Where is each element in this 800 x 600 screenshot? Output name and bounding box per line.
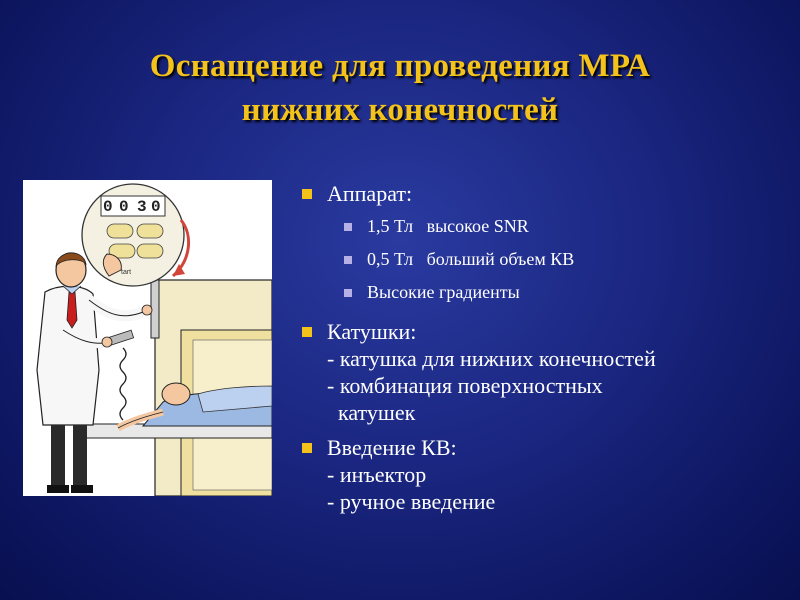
slide-title-line-2: нижних конечностей	[241, 92, 559, 128]
counter-digit-3: 3	[137, 198, 147, 216]
bullet-label: Введение КВ:	[327, 435, 457, 460]
square-bullet-icon	[302, 443, 312, 453]
bullet-line: - ручное введение	[327, 489, 496, 514]
bullet-coils	[300, 318, 790, 426]
square-bullet-icon	[344, 256, 352, 264]
sub-bullet	[300, 281, 790, 304]
bullet-line: - катушка для нижних конечностей	[327, 346, 656, 371]
square-bullet-icon	[302, 189, 312, 199]
start-label: tart	[121, 269, 132, 276]
bullet-contrast-injection	[300, 434, 790, 515]
square-bullet-icon	[302, 327, 312, 337]
bullet-label: Аппарат:	[327, 181, 413, 206]
sub-bullet	[300, 215, 790, 238]
sub-bullet	[300, 248, 790, 271]
square-bullet-icon	[344, 223, 352, 231]
mra-setup-illustration	[23, 180, 272, 496]
bullet-line: - инъектор	[327, 462, 427, 487]
bullet-line: - комбинация поверхностных	[327, 373, 603, 398]
bullet-apparatus	[300, 180, 790, 207]
sub-bullet-label: 1,5 Тл высокое SNR	[367, 216, 529, 236]
bullet-line: катушек	[327, 400, 416, 425]
counter-digit-2: 0	[119, 198, 129, 216]
slide-title-line-1: Оснащение для проведения МРА	[149, 48, 651, 84]
sub-bullet-label: 0,5 Тл больший объем КВ	[367, 249, 575, 269]
square-bullet-icon	[344, 289, 352, 297]
sub-bullet-label: Высокие градиенты	[367, 282, 520, 302]
counter-digit-1: 0	[103, 198, 113, 216]
bullet-list	[300, 180, 790, 523]
slide-title	[0, 44, 800, 132]
counter-digit-4: 0	[151, 198, 161, 216]
bullet-label: Катушки:	[327, 319, 417, 344]
mra-setup-drawing	[23, 180, 272, 496]
